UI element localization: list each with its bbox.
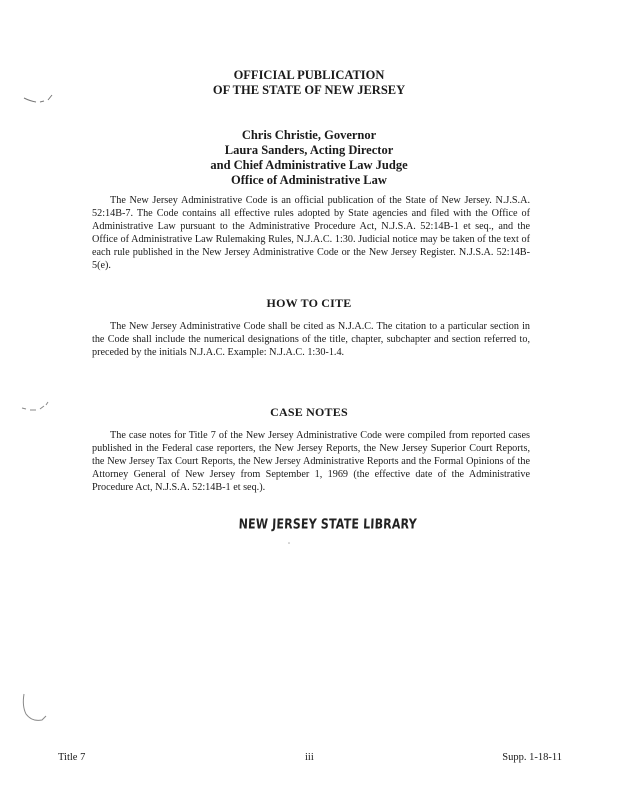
how-to-cite-heading: HOW TO CITE	[266, 296, 352, 310]
footer-supplement: Supp. 1-18-11	[502, 752, 562, 763]
case-notes-paragraph: The case notes for Title 7 of the New Jersey Administrative Code were compiled from reported cases published in the Federal case reporters, the New Jersey Reports, the New Jersey Superior Court Reports, the New Jersey Tax Court Reports, the New Jersey Administrative Reports and the Formal Opinions of the Attorney General of New Jersey from September 1, 1969 (the effective date of the Administrative Procedure Act, N.J.S.A. 52:14B-1 et seq.).	[92, 430, 530, 493]
publication-title-line-1: OFFICIAL PUBLICATION	[233, 68, 385, 82]
scan-speck	[286, 540, 292, 546]
margin-mark-top	[22, 92, 54, 106]
judge-line: and Chief Administrative Law Judge	[210, 158, 408, 172]
publication-title	[0, 68, 618, 98]
officials-block	[0, 128, 618, 188]
intro-paragraph: The New Jersey Administrative Code is an official publication of the State of New Jersey. N.J.S.A. 52:14B-7. The Code contains all effective rules adopted by State agencies and filed with the Office of Administrative Law pursuant to the Administrative Procedure Act, N.J.S.A. 52:14B-1 et seq., and the Office of Administrative Law Rulemaking Rules, N.J.A.C. 1:30. Judicial notice may be taken of the text of each rule published in the New Jersey Administrative Code or the New Jersey Register. N.J.S.A. 52:14B-5(e).	[92, 195, 530, 271]
margin-mark-bottom	[18, 690, 50, 730]
publication-title-line-2: OF THE STATE OF NEW JERSEY	[212, 83, 406, 97]
director-line: Laura Sanders, Acting Director	[224, 143, 394, 157]
governor-line: Chris Christie, Governor	[241, 128, 377, 142]
office-line: Office of Administrative Law	[231, 173, 387, 187]
how-to-cite-paragraph: The New Jersey Administrative Code shall be cited as N.J.A.C. The citation to a particular section in the Code shall include the numerical designations of the title, chapter, subchapter and section referred to, preceded by the initials N.J.A.C. Example: N.J.A.C. 1:30-1.4.	[92, 321, 530, 358]
library-stamp: NEW JERSEY STATE LIBRARY	[238, 516, 418, 533]
footer-title: Title 7	[58, 752, 86, 763]
margin-mark-middle	[20, 400, 50, 414]
footer-page-number: iii	[305, 752, 314, 763]
case-notes-heading: CASE NOTES	[270, 405, 348, 419]
